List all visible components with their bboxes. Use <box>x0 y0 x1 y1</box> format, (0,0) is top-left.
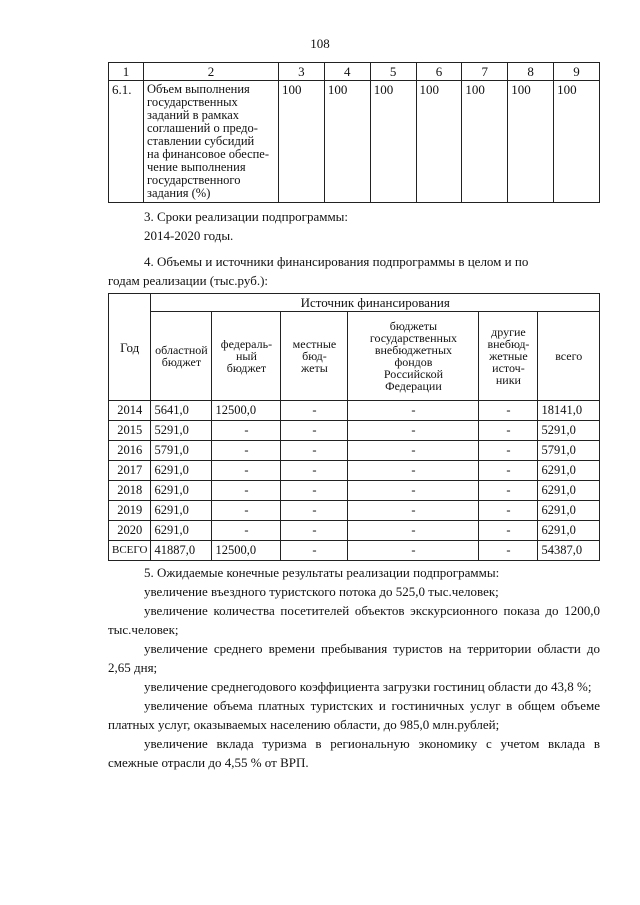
value-cell: - <box>212 521 281 541</box>
section5 <box>108 563 600 772</box>
value-cell: - <box>281 401 348 421</box>
value-cell: - <box>348 401 479 421</box>
value-cell: - <box>212 501 281 521</box>
value-cell: - <box>212 461 281 481</box>
desc-line: ставлении субсидий <box>147 134 255 148</box>
header-line: внебюджетных <box>374 343 453 357</box>
header-cell: 2 <box>144 63 279 81</box>
value-cell: - <box>479 481 538 501</box>
header-line: областной <box>155 343 208 357</box>
header-line: источ- <box>492 361 525 375</box>
value-cell: - <box>348 521 479 541</box>
section3-years: 2014-2020 годы. <box>144 228 234 243</box>
year-header: Год <box>109 294 151 401</box>
table-row <box>109 461 600 481</box>
value-cell: - <box>479 421 538 441</box>
value-cell: - <box>348 461 479 481</box>
value-cell: 54387,0 <box>538 541 600 561</box>
header-cell: 8 <box>508 63 554 81</box>
value-cell: - <box>281 441 348 461</box>
value-cell: 5791,0 <box>151 441 212 461</box>
value-cell: - <box>281 501 348 521</box>
value-cell: 12500,0 <box>212 541 281 561</box>
value-cell: 100 <box>370 81 416 203</box>
financing-table-body <box>109 401 600 561</box>
indicator-table <box>108 62 600 203</box>
column-header-total <box>538 312 600 401</box>
row-number: 6.1. <box>109 81 144 203</box>
value-cell: - <box>348 501 479 521</box>
value-cell: 100 <box>416 81 462 203</box>
desc-line: Объем выполнения <box>147 82 250 96</box>
indicator-description <box>144 81 279 203</box>
value-cell: 12500,0 <box>212 401 281 421</box>
desc-line: заданий в рамках <box>147 108 240 122</box>
value-cell: 100 <box>324 81 370 203</box>
value-cell: 5791,0 <box>538 441 600 461</box>
table-row <box>109 481 600 501</box>
header-cell: 3 <box>279 63 325 81</box>
table-row <box>109 441 600 461</box>
header-line: жеты <box>301 361 328 375</box>
year-cell: 2018 <box>109 481 151 501</box>
page-number: 108 <box>310 36 330 51</box>
value-cell: - <box>212 481 281 501</box>
result-item: увеличение среднегодового коэффициента загрузки гостиниц области до 43,8 %; <box>144 679 592 694</box>
header-cell: 4 <box>324 63 370 81</box>
header-line: бюд- <box>302 349 327 363</box>
value-cell: - <box>348 541 479 561</box>
header-line: местные <box>292 337 337 351</box>
header-line: бюджеты <box>389 319 438 333</box>
result-item: увеличение объема платных туристских и гостиничных услуг в общем объеме платных услуг, оказываемых населению области, до 985,0 млн.рублей; <box>108 698 600 732</box>
desc-line: соглашений о предо- <box>147 121 258 135</box>
value-cell: - <box>281 461 348 481</box>
value-cell: - <box>281 421 348 441</box>
section4-title-line2: годам реализации (тыс.руб.): <box>108 273 269 288</box>
value-cell: - <box>281 521 348 541</box>
value-cell: - <box>479 541 538 561</box>
value-cell: - <box>348 441 479 461</box>
table-row <box>109 521 600 541</box>
header-line: государственных <box>369 331 458 345</box>
value-cell: - <box>281 541 348 561</box>
table-row <box>109 541 600 561</box>
header-line: ный <box>235 349 257 363</box>
result-item: увеличение въездного туристского потока до 525,0 тыс.человек; <box>144 584 499 599</box>
value-cell: - <box>479 501 538 521</box>
year-cell: ВСЕГО <box>109 541 151 561</box>
indicator-table-header <box>109 63 600 81</box>
section3-title: 3. Сроки реализации подпрограммы: <box>144 209 349 224</box>
column-header-row <box>109 312 600 401</box>
year-cell: 2014 <box>109 401 151 421</box>
value-cell: - <box>348 481 479 501</box>
value-cell: 6291,0 <box>538 521 600 541</box>
result-item: увеличение среднего времени пребывания туристов на территории области до 2,65 дня; <box>108 641 600 675</box>
year-cell: 2017 <box>109 461 151 481</box>
value-cell: - <box>212 441 281 461</box>
header-line: внебюд- <box>487 337 530 351</box>
column-header-federal <box>212 312 281 401</box>
value-cell: - <box>479 401 538 421</box>
value-cell: 6291,0 <box>151 501 212 521</box>
desc-line: государственных <box>147 95 238 109</box>
value-cell: 41887,0 <box>151 541 212 561</box>
header-cell: 5 <box>370 63 416 81</box>
column-header-local <box>281 312 348 401</box>
header-line: федераль- <box>220 337 273 351</box>
value-cell: 100 <box>279 81 325 203</box>
section4-title-line1: 4. Объемы и источники финансирования подпрограммы в целом и по <box>144 254 529 269</box>
desc-line: на финансовое обеспе- <box>147 147 270 161</box>
column-header-other <box>479 312 538 401</box>
header-line: другие <box>491 325 526 339</box>
header-line: Российской <box>383 367 443 381</box>
value-cell: 5641,0 <box>151 401 212 421</box>
value-cell: 6291,0 <box>151 461 212 481</box>
header-line: бюджет <box>226 361 267 375</box>
value-cell: - <box>479 441 538 461</box>
section5-items <box>108 582 600 772</box>
header-line: Федерации <box>385 379 442 393</box>
column-header-state-funds <box>348 312 479 401</box>
value-cell: - <box>479 461 538 481</box>
value-cell: - <box>479 521 538 541</box>
value-cell: 5291,0 <box>538 421 600 441</box>
header-line: ники <box>495 373 521 387</box>
table-row <box>109 501 600 521</box>
value-cell: - <box>281 481 348 501</box>
value-cell: 6291,0 <box>151 481 212 501</box>
year-cell: 2020 <box>109 521 151 541</box>
source-header-row <box>109 294 600 312</box>
header-line: жетные <box>489 349 528 363</box>
value-cell: 100 <box>554 81 600 203</box>
result-item: увеличение вклада туризма в региональную экономику с учетом вклада в смежные отрасли до 4,55 % от ВРП. <box>108 736 600 770</box>
value-cell: 6291,0 <box>538 501 600 521</box>
table-row <box>109 81 600 203</box>
value-cell: 100 <box>508 81 554 203</box>
value-cell: 6291,0 <box>538 461 600 481</box>
value-cell: 6291,0 <box>151 521 212 541</box>
value-cell: 5291,0 <box>151 421 212 441</box>
result-item: увеличение количества посетителей объектов экскурсионного показа до 1200,0 тыс.человек; <box>108 603 600 637</box>
desc-line: задания (%) <box>147 186 211 200</box>
header-cell: 6 <box>416 63 462 81</box>
desc-line: государственного <box>147 173 241 187</box>
column-header-regional <box>151 312 212 401</box>
header-line: всего <box>555 349 583 363</box>
table-row <box>109 401 600 421</box>
header-cell: 1 <box>109 63 144 81</box>
section5-title: 5. Ожидаемые конечные результаты реализации подпрограммы: <box>144 565 500 580</box>
source-header: Источник финансирования <box>151 294 600 312</box>
value-cell: 18141,0 <box>538 401 600 421</box>
header-line: фондов <box>394 355 433 369</box>
header-cell: 7 <box>462 63 508 81</box>
value-cell: - <box>212 421 281 441</box>
header-line: бюджет <box>161 355 202 369</box>
value-cell: - <box>348 421 479 441</box>
table-row <box>109 421 600 441</box>
year-cell: 2019 <box>109 501 151 521</box>
year-cell: 2016 <box>109 441 151 461</box>
desc-line: чение выполнения <box>147 160 246 174</box>
value-cell: 6291,0 <box>538 481 600 501</box>
year-cell: 2015 <box>109 421 151 441</box>
value-cell: 100 <box>462 81 508 203</box>
financing-table <box>108 293 600 561</box>
header-cell: 9 <box>554 63 600 81</box>
